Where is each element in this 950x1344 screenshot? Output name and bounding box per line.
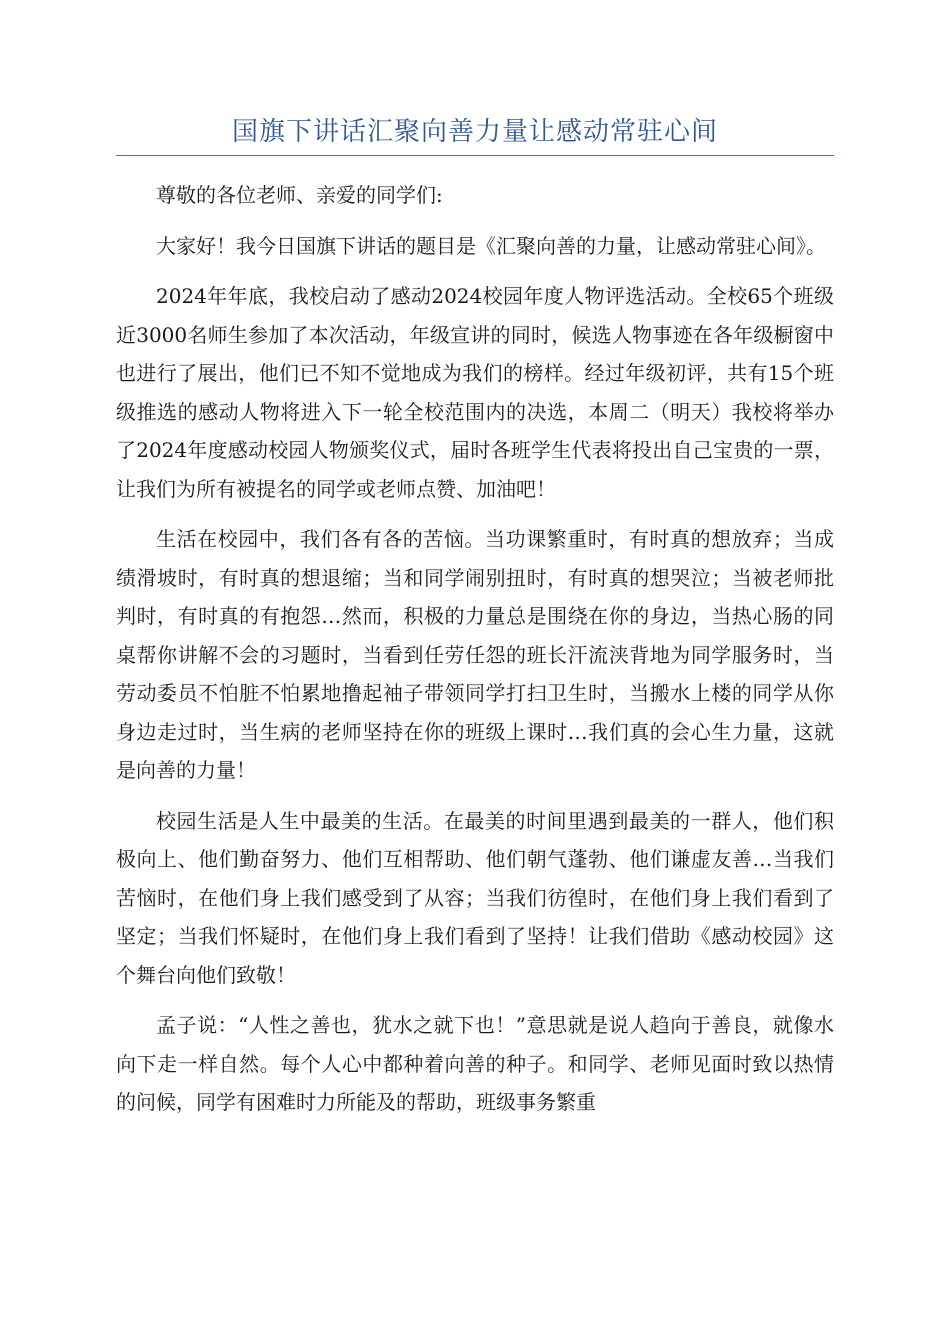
paragraph-school-life: 生活在校园中，我们各有各的苦恼。当功课繁重时，有时真的想放弃；当成绩滑坡时，有时真的想退缩；当和同学闹别扭时，有时真的想哭泣；当被老师批判时，有时真的有抱怨…然而，积极的力量总是围绕在你的身边，当热心肠的同桌帮你讲解不会的习题时，当看到任劳任怨的班长汗流浃背地为同学服务时，当劳动委员不怕脏不怕累地撸起袖子带领同学打扫卫生时，当搬水上楼的同学从你身边走过时，当生病的老师坚持在你的班级上课时…我们真的会心生力量，这就是向善的力量！ [116,527,834,782]
document-body [116,176,834,1134]
paragraph-campus-beauty: 校园生活是人生中最美的生活。在最美的时间里遇到最美的一群人，他们积极向上、他们勤奋努力、他们互相帮助、他们朝气蓬勃、他们谦虚友善…当我们苦恼时，在他们身上我们感受到了从容；当我们彷徨时，在他们身上我们看到了坚定；当我们怀疑时，在他们身上我们看到了坚持！让我们借助《感动校园》这个舞台向他们致敬！ [116,808,834,987]
paragraph-salutation: 尊敬的各位老师、亲爱的同学们: [156,183,443,207]
document-title: 国旗下讲话汇聚向善力量让感动常驻心间 [231,117,718,147]
paragraph-event: 2024年年底，我校启动了感动2024校园年度人物评选活动。全校65个班级近3000名师生参加了本次活动，年级宣讲的同时，候选人物事迹在各年级橱窗中也进行了展出，他们已不知不觉地成为我们的榜样。经过年级初评，共有15个班级推选的感动人物将进入下一轮全校范围内的决选，本周二（明天）我校将举办了2024年度感动校园人物颁奖仪式，届时各班学生代表将投出自己宝贵的一票，让我们为所有被提名的同学或老师点赞、加油吧！ [116,284,834,501]
paragraph-greeting: 大家好！我今日国旗下讲话的题目是《汇聚向善的力量，让感动常驻心间》。 [156,233,826,258]
paragraph-mencius: 孟子说：“人性之善也，犹水之就下也！”意思就是说人趋向于善良，就像水向下走一样自然。每个人心中都种着向善的种子。和同学、老师见面时致以热情的问候，同学有困难时力所能及的帮助，班级事务繁重 [116,1013,834,1114]
title-underline [116,155,834,156]
